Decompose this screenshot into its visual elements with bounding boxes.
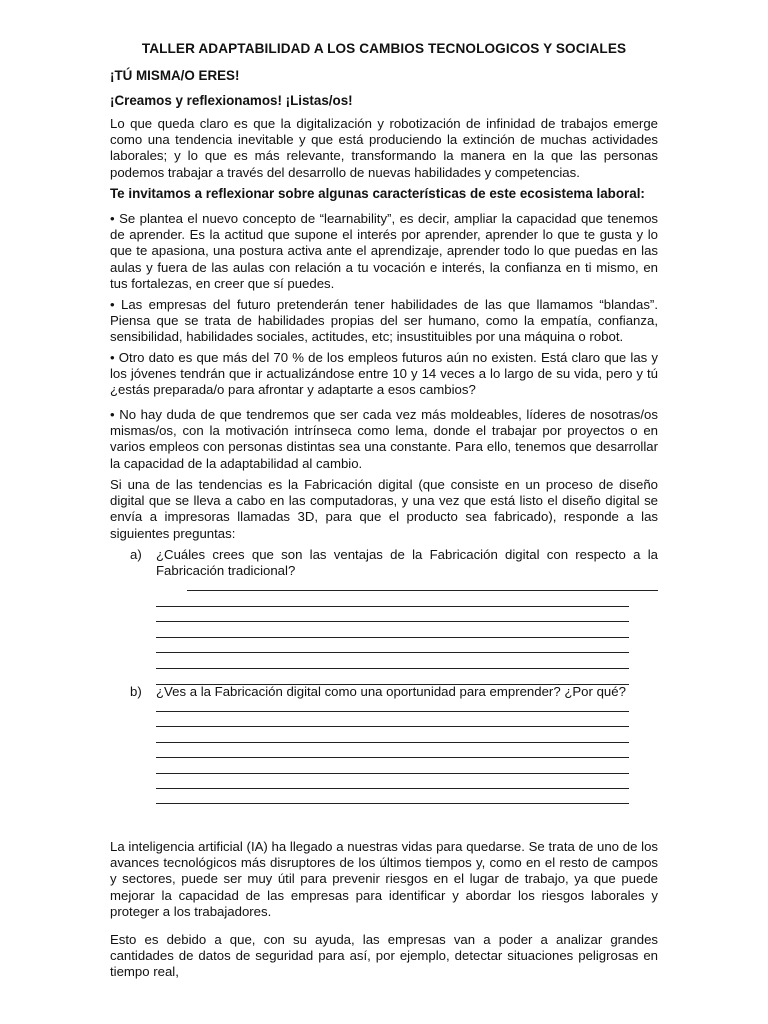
answer-line[interactable] xyxy=(156,773,629,774)
bullet-adaptability: • No hay duda de que tendremos que ser cada vez más moldeables, líderes de nosotras/os mismas/os, con la motivación intrínseca como lema, donde el trabajar por proyectos o en varios empleos con personas distintas sea una constante. Para ello, tenemos que desarrollar la capacidad de la adaptabilidad al cambio. xyxy=(110,407,658,471)
answer-line[interactable] xyxy=(156,606,629,607)
heading-creamos: ¡Creamos y reflexionamos! ¡Listas/os! xyxy=(110,93,353,108)
invite-heading: Te invitamos a reflexionar sobre algunas características de este ecosistema laboral: xyxy=(110,186,645,201)
answer-line[interactable] xyxy=(156,757,629,758)
answer-line[interactable] xyxy=(156,711,629,712)
answer-line[interactable] xyxy=(156,621,629,622)
question-a-text: ¿Cuáles crees que son las ventajas de la Fabricación digital con respecto a la Fabricación tradicional? xyxy=(156,547,658,579)
answer-line[interactable] xyxy=(156,637,629,638)
bullet-learnability: • Se plantea el nuevo concepto de “learnability”, es decir, ampliar la capacidad que tenemos de aprender. Es la actitud que supone el interés por aprender, aprender lo que te gusta y lo que te apasiona, una postura activa ante el aprendizaje, aprender todo lo que puedas en las aulas y fuera de las aulas con relación a tu vocación e interés, la confianza en ti mismo, en tus fortalezas, en creer que sí puedes. xyxy=(110,211,658,291)
answer-line[interactable] xyxy=(156,803,629,804)
document-title: TALLER ADAPTABILIDAD A LOS CAMBIOS TECNOLOGICOS Y SOCIALES xyxy=(141,41,627,56)
answer-line[interactable] xyxy=(156,668,629,669)
answer-line[interactable] xyxy=(187,590,658,591)
question-a xyxy=(130,547,658,579)
bullet-soft-skills: • Las empresas del futuro pretenderán tener habilidades de las que llamamos “blandas”. Piensa que se trata de habilidades propias del ser humano, como la empatía, confianza, sensibilidad, habilidades sociales, actitudes, etc; insustituibles por una máquina o robot. xyxy=(110,297,658,345)
heading-tu-misma: ¡TÚ MISMA/O ERES! xyxy=(110,68,240,83)
answer-line[interactable] xyxy=(156,652,629,653)
fabrication-intro-paragraph: Si una de las tendencias es la Fabricación digital (que consiste en un proceso de diseño digital que se lleva a cabo en las computadoras, y una vez que está listo el diseño digital se envía a impresoras llamadas 3D, para que el producto sea fabricado), responde a las siguientes preguntas: xyxy=(110,477,658,541)
question-b-text: ¿Ves a la Fabricación digital como una oportunidad para emprender? ¿Por qué? xyxy=(156,684,626,699)
question-a-marker: a) xyxy=(130,547,142,562)
answer-line[interactable] xyxy=(156,726,629,727)
ia-paragraph: La inteligencia artificial (IA) ha llegado a nuestras vidas para quedarse. Se trata de uno de los avances tecnológicos más disruptores de los últimos tiempos y, como en el resto de campos y sectores, puede ser muy útil para prevenir riesgos en el lugar de trabajo, ya que puede mejorar la capacidad de las empresas para identificar y abordar los riesgos laborales y proteger a los trabajadores. xyxy=(110,839,658,919)
intro-paragraph: Lo que queda claro es que la digitalización y robotización de infinidad de trabajos emerge como una tendencia inevitable y que está produciendo la extinción de muchas actividades laborales; y lo que es más relevante, transformando la manera en la que las personas podemos trabajar a través del desarrollo de nuevas habilidades y competencias. xyxy=(110,116,658,180)
answer-line[interactable] xyxy=(156,788,629,789)
question-b xyxy=(130,684,658,700)
last-paragraph: Esto es debido a que, con su ayuda, las empresas van a poder a analizar grandes cantidades de datos de seguridad para así, por ejemplo, detectar situaciones peligrosas en tiempo real, xyxy=(110,932,658,980)
bullet-future-jobs: • Otro dato es que más del 70 % de los empleos futuros aún no existen. Está claro que las y los jóvenes tendrán que ir actualizándose entre 10 y 14 veces a lo largo de su vida, pero y tú ¿estás preparada/o para afrontar y adaptarte a esos cambios? xyxy=(110,350,658,398)
question-b-marker: b) xyxy=(130,684,142,699)
answer-line[interactable] xyxy=(156,742,629,743)
